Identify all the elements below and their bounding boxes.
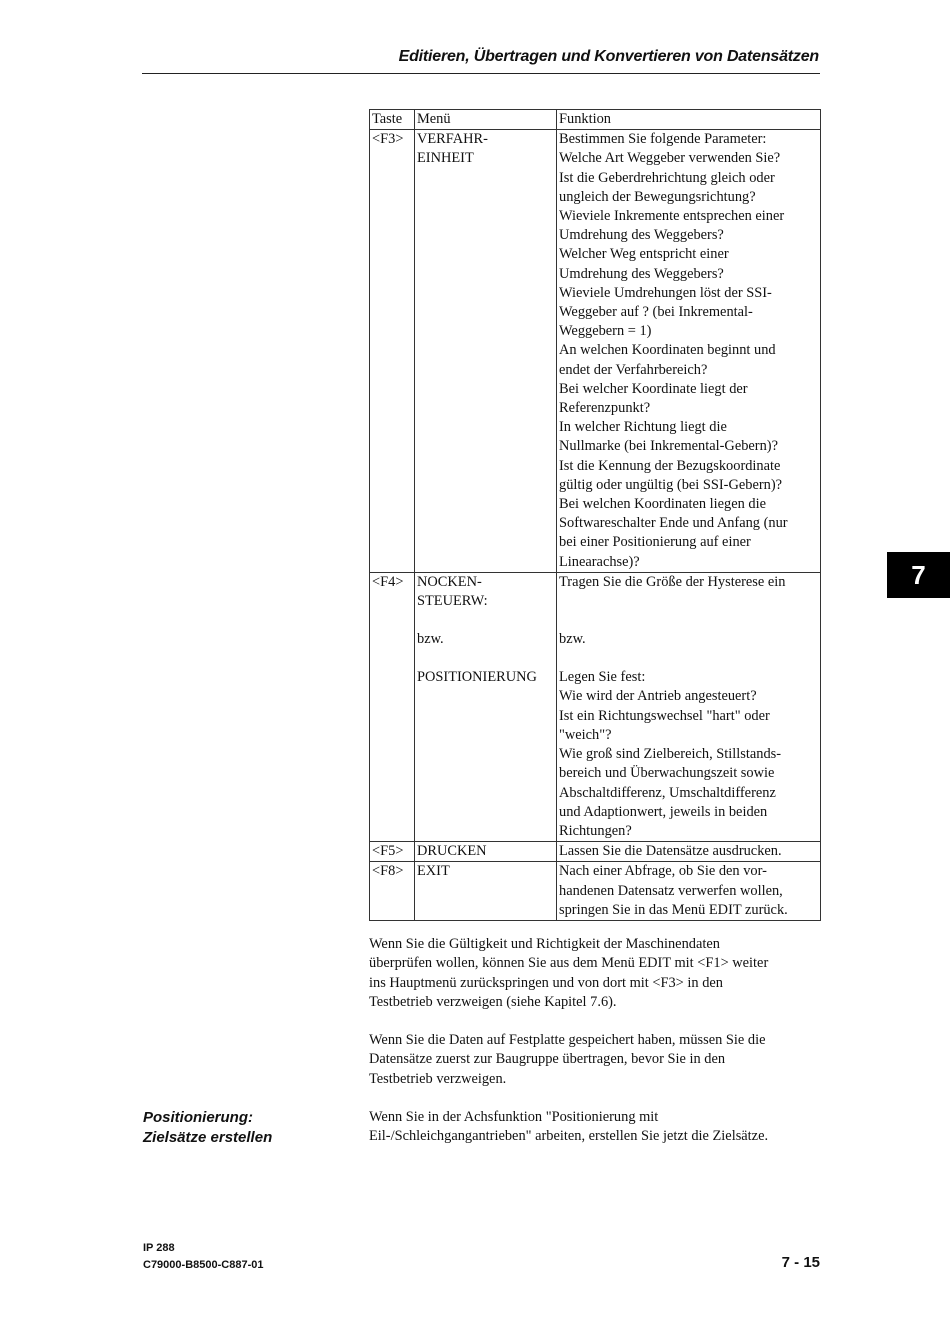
page-number: 7 - 15 xyxy=(781,1254,820,1271)
key-cell: <F3> xyxy=(370,130,415,573)
spacer xyxy=(559,649,818,668)
paragraph-validity-check xyxy=(369,935,819,1013)
function-cell xyxy=(557,572,821,841)
table-header-row xyxy=(370,110,821,130)
function-line: In welcher Richtung liegt die xyxy=(559,419,727,436)
function-line: Abschaltdifferenz, Umschaltdifferenz xyxy=(559,784,776,801)
spacer xyxy=(559,611,818,630)
product-name: IP 288 xyxy=(143,1242,175,1254)
function-line: Ist die Geberdrehrichtung gleich oder xyxy=(559,169,775,186)
function-line: Wieviele Umdrehungen löst der SSI- xyxy=(559,284,772,301)
function-line: Bei welcher Koordinate liegt der xyxy=(559,380,748,397)
function-line: Linearachse)? xyxy=(559,553,640,570)
paragraph-line: Eil-/Schleichgangantrieben" arbeiten, erstellen Sie jetzt die Zielsätze. xyxy=(369,1128,769,1145)
function-line: Richtungen? xyxy=(559,822,632,839)
function-cell xyxy=(557,130,821,573)
function-line: bereich und Überwachungszeit sowie xyxy=(559,765,775,782)
menu-line: bzw. xyxy=(417,631,444,648)
function-cell xyxy=(557,842,821,862)
function-line: gültig oder ungültig (bei SSI-Gebern)? xyxy=(559,476,783,493)
paragraph-line: überprüfen wollen, können Sie aus dem Menü EDIT mit <F1> weiter xyxy=(369,955,769,972)
function-line: Umdrehung des Weggebers? xyxy=(559,227,724,244)
function-line: An welchen Koordinaten beginnt und xyxy=(559,342,776,359)
key-cell: <F4> xyxy=(370,572,415,841)
function-line: Weggeber auf ? (bei Inkremental- xyxy=(559,304,753,321)
key-cell: <F5> xyxy=(370,842,415,862)
function-line: "weich"? xyxy=(559,726,612,743)
side-heading xyxy=(143,1108,343,1148)
paragraph-line: Testbetrieb verzweigen. xyxy=(369,1070,507,1087)
table-row-f3 xyxy=(370,130,821,573)
function-line: Tragen Sie die Größe der Hysterese ein xyxy=(559,573,786,590)
menu-cell: DRUCKEN xyxy=(415,842,557,862)
menu-line: EINHEIT xyxy=(417,150,474,167)
paragraph-disk-data xyxy=(369,1031,819,1089)
paragraph-line: Wenn Sie die Gültigkeit und Richtigkeit der Maschinendaten xyxy=(369,936,720,952)
function-line: und Adaptionwert, jeweils in beiden xyxy=(559,803,768,820)
function-line: Bei welchen Koordinaten liegen die xyxy=(559,496,766,513)
function-line: Nach einer Abfrage, ob Sie den vor- xyxy=(559,863,767,880)
function-line: Wieviele Inkremente entsprechen einer xyxy=(559,208,785,225)
column-header-menu: Menü xyxy=(415,110,557,130)
spacer xyxy=(559,592,818,611)
order-number: C79000-B8500-C887-01 xyxy=(143,1259,264,1271)
function-line: bei einer Positionierung auf einer xyxy=(559,534,751,551)
header-rule xyxy=(142,73,820,74)
function-line: Softwareschalter Ende und Anfang (nur xyxy=(559,515,788,532)
menu-line: POSITIONIERUNG xyxy=(417,669,537,686)
table-row-f4 xyxy=(370,572,821,841)
function-line: Welche Art Weggeber verwenden Sie? xyxy=(559,150,781,167)
function-line: Legen Sie fest: xyxy=(559,669,646,686)
spacer xyxy=(417,649,554,668)
function-line: bzw. xyxy=(559,631,586,648)
paragraph-line: Datensätze zuerst zur Baugruppe übertragen, bevor Sie in den xyxy=(369,1051,726,1068)
column-header-function: Funktion xyxy=(557,110,821,130)
table-row-f5 xyxy=(370,842,821,862)
function-key-table xyxy=(369,109,821,921)
function-line: Weggebern = 1) xyxy=(559,323,652,340)
paragraph-line: Testbetrieb verzweigen (siehe Kapitel 7.6). xyxy=(369,994,617,1011)
function-line: Wie groß sind Zielbereich, Stillstands- xyxy=(559,746,782,763)
function-cell xyxy=(557,862,821,921)
paragraph-line: Wenn Sie die Daten auf Festplatte gespeichert haben, müssen Sie die xyxy=(369,1032,766,1048)
key-cell: <F8> xyxy=(370,862,415,921)
function-line: ungleich der Bewegungsrichtung? xyxy=(559,188,756,205)
menu-cell xyxy=(415,130,557,573)
function-line: Nullmarke (bei Inkremental-Gebern)? xyxy=(559,438,778,455)
function-line: handenen Datensatz verwerfen wollen, xyxy=(559,882,783,899)
column-header-key: Taste xyxy=(370,110,415,130)
menu-cell xyxy=(415,572,557,841)
function-line: Lassen Sie die Datensätze ausdrucken. xyxy=(559,843,782,860)
function-line: Referenzpunkt? xyxy=(559,400,651,417)
function-line: Welcher Weg entspricht einer xyxy=(559,246,729,263)
function-line: Wie wird der Antrieb angesteuert? xyxy=(559,688,757,705)
side-heading-line: Zielsätze erstellen xyxy=(143,1129,273,1146)
menu-line: VERFAHR- xyxy=(417,131,488,148)
function-line: Ist die Kennung der Bezugskoordinate xyxy=(559,457,781,474)
function-line: endet der Verfahrbereich? xyxy=(559,361,708,378)
function-line: Umdrehung des Weggebers? xyxy=(559,265,724,282)
menu-cell: EXIT xyxy=(415,862,557,921)
paragraph-target-records xyxy=(369,1108,819,1147)
menu-line: NOCKEN- xyxy=(417,573,482,590)
paragraph-line: ins Hauptmenü zurückspringen und von dort mit <F3> in den xyxy=(369,974,723,991)
paragraph-line: Wenn Sie in der Achsfunktion "Positionierung mit xyxy=(369,1109,659,1125)
spacer xyxy=(417,611,554,630)
chapter-tab: 7 xyxy=(887,552,950,598)
function-line: Ist ein Richtungswechsel "hart" oder xyxy=(559,707,770,724)
function-line: Bestimmen Sie folgende Parameter: xyxy=(559,131,767,148)
function-line: springen Sie in das Menü EDIT zurück. xyxy=(559,901,788,918)
menu-line: STEUERW: xyxy=(417,593,488,610)
running-header: Editieren, Übertragen und Konvertieren von Datensätzen xyxy=(398,48,819,65)
footer-left xyxy=(143,1240,263,1274)
side-heading-line: Positionierung: xyxy=(143,1109,253,1126)
table-row-f8 xyxy=(370,862,821,921)
